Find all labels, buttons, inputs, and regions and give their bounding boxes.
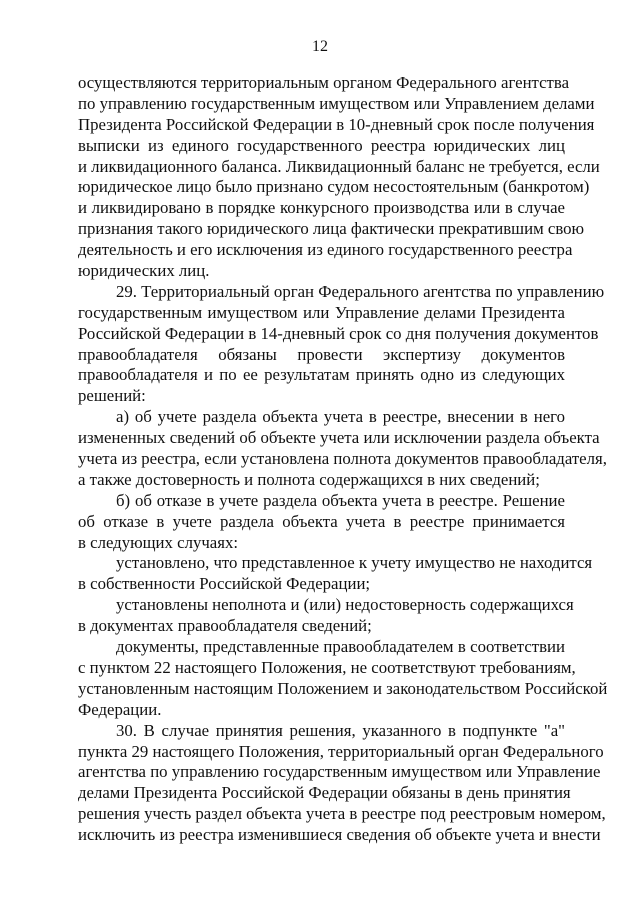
text-line: б) об отказе в учете раздела объекта учета в реестре. Решение — [116, 490, 565, 510]
text-line: измененных сведений об объекте учета или исключении раздела объекта — [78, 428, 600, 448]
text-line: Президента Российской Федерации в 10-дневный срок после получения — [78, 114, 595, 134]
text-line: учета из реестра, если установлена полнота документов правообладателя, — [78, 449, 607, 469]
text-line: 29. Территориальный орган Федерального агентства по управлению — [116, 281, 605, 301]
document-body — [78, 73, 608, 846]
text-line: и ликвидационного баланса. Ликвидационный баланс не требуется, если — [78, 156, 600, 176]
text-line: а также достоверность и полнота содержащихся в них сведений; — [78, 469, 540, 489]
text-line: делами Президента Российской Федерации обязаны в день принятия — [78, 783, 571, 803]
text-line: в документах правообладателя сведений; — [78, 616, 372, 636]
text-line: юридических лиц. — [78, 261, 210, 281]
text-line: Федерации. — [78, 699, 162, 719]
text-line: решения учесть раздел объекта учета в реестре под реестровым номером, — [78, 804, 606, 824]
text-line: в собственности Российской Федерации; — [78, 574, 371, 594]
text-line: установлены неполнота и (или) недостоверность содержащихся — [116, 595, 574, 615]
text-line: осуществляются территориальным органом Федерального агентства — [78, 73, 570, 92]
text-line: исключить из реестра изменившиеся сведения об объекте учета и внести — [78, 825, 601, 845]
text-line: правообладателя и по ее результатам принять одно из следующих — [78, 365, 565, 385]
text-line: документы, представленные правообладателем в соответствии — [116, 637, 565, 657]
text-line: выписки из единого государственного реестра юридических лиц — [78, 135, 565, 155]
text-line: об отказе в учете раздела объекта учета в реестре принимается — [78, 511, 565, 531]
text-line: с пунктом 22 настоящего Положения, не соответствуют требованиям, — [78, 657, 576, 677]
text-line: и ликвидировано в порядке конкурсного производства или в случае — [78, 198, 565, 218]
text-line: деятельность и его исключения из единого государственного реестра — [78, 240, 573, 260]
text-line: установлено, что представленное к учету имущество не находится — [116, 553, 593, 573]
text-line: 30. В случае принятия решения, указанного в подпункте "а" — [116, 720, 565, 740]
page-number: 12 — [312, 38, 328, 55]
text-line: агентства по управлению государственным имуществом или Управление — [78, 762, 601, 782]
text-line: а) об учете раздела объекта учета в реестре, внесении в него — [116, 407, 565, 427]
text-line: Российской Федерации в 14-дневный срок со дня получения документов — [78, 323, 599, 343]
text-line: признания такого юридического лица фактически прекратившим свою — [78, 219, 585, 239]
text-line: государственным имуществом или Управление делами Президента — [78, 302, 565, 322]
text-line: юридическое лицо было признано судом несостоятельным (банкротом) — [78, 177, 590, 197]
text-line: решений: — [78, 386, 146, 406]
text-line: пункта 29 настоящего Положения, территориальный орган Федерального — [78, 741, 604, 761]
text-line: правообладателя обязаны провести экспертизу документов — [78, 344, 565, 364]
text-line: по управлению государственным имуществом или Управлением делами — [78, 93, 595, 113]
text-line: в следующих случаях: — [78, 532, 238, 552]
text-line: установленным настоящим Положением и законодательством Российской — [78, 678, 608, 698]
